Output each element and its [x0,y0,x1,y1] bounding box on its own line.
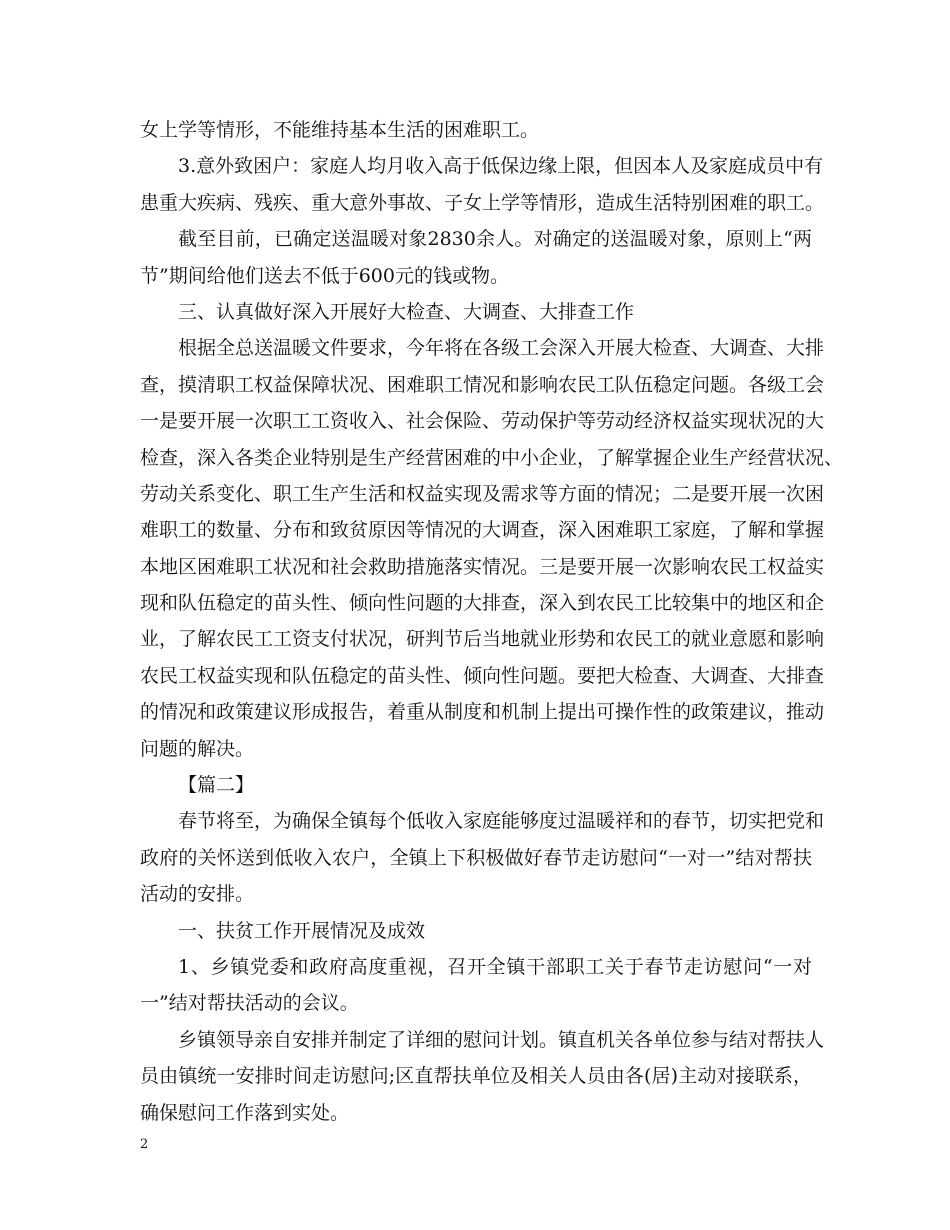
text-line: 难职工的数量、分布和致贫原因等情况的大调查，深入困难职工家庭，了解和掌握 [140,519,825,542]
text-line: 员由镇统一安排时间走访慰问;区直帮扶单位及相关人员由各(居)主动对接联系， [140,1065,812,1088]
section-heading: 三、认真做好深入开展好大检查、大调查、大排查工作 [178,300,635,323]
text-line: 春节将至，为确保全镇每个低收入家庭能够度过温暖祥和的春节，切实把党和 [178,810,825,833]
text-line: 业，了解农民工工资支付状况，研判节后当地就业形势和农民工的就业意愿和影响 [140,628,825,651]
page-number: 2 [140,1137,149,1152]
document-body [140,112,844,1131]
text-line: 确保慰问工作落到实处。 [140,1101,350,1124]
text-line: 政府的关怀送到低收入农户，全镇上下积极做好春节走访慰问“一对一”结对帮扶 [140,846,812,869]
text-line: 活动的安排。 [140,883,255,906]
text-line: 查，摸清职工权益保障状况、困难职工情况和影响农民工队伍稳定问题。各级工会 [140,373,825,396]
text-line: 3.意外致困户：家庭人均月收入高于低保边缘上限，但因本人及家庭成员中有 [178,155,824,178]
text-line: 1、乡镇党委和政府高度重视，召开全镇干部职工关于春节走访慰问“一对 [178,955,812,978]
text-line: 问题的解决。 [140,737,255,760]
text-line: 检查，深入各类企业特别是生产经营困难的中小企业，了解掌握企业生产经营状况、 [140,446,844,469]
text-line: 的情况和政策建议形成报告，着重从制度和机制上提出可操作性的政策建议，推动 [140,701,825,724]
text-line: 一”结对帮扶活动的会议。 [140,992,359,1015]
text-line: 本地区困难职工状况和社会救助措施落实情况。三是要开展一次影响农民工权益实 [140,555,825,578]
text-line: 劳动关系变化、职工生产生活和权益实现及需求等方面的情况；二是要开展一次困 [140,482,825,505]
text-line: 现和队伍稳定的苗头性、倾向性问题的大排查，深入到农民工比较集中的地区和企 [140,592,825,615]
text-line: 截至目前，已确定送温暖对象2830余人。对确定的送温暖对象，原则上“两 [178,228,812,251]
section-heading: 【篇二】 [178,774,255,797]
text-line: 女上学等情形，不能维持基本生活的困难职工。 [140,119,540,141]
text-line: 农民工权益实现和队伍稳定的苗头性、倾向性问题。要把大检查、大调查、大排查 [140,664,825,687]
text-line: 患重大疾病、残疾、重大意外事故、子女上学等情形，造成生活特别困难的职工。 [140,191,825,214]
text-line: 一是要开展一次职工工资收入、社会保险、劳动保护等劳动经济权益实现状况的大 [140,410,825,433]
text-line: 乡镇领导亲自安排并制定了详细的慰问计划。镇直机关各单位参与结对帮扶人 [178,1028,825,1051]
text-line: 节”期间给他们送去不低于600元的钱或物。 [140,264,509,287]
text-line: 根据全总送温暖文件要求，今年将在各级工会深入开展大检查、大调查、大排 [178,337,825,360]
section-heading: 一、扶贫工作开展情况及成效 [178,919,426,942]
